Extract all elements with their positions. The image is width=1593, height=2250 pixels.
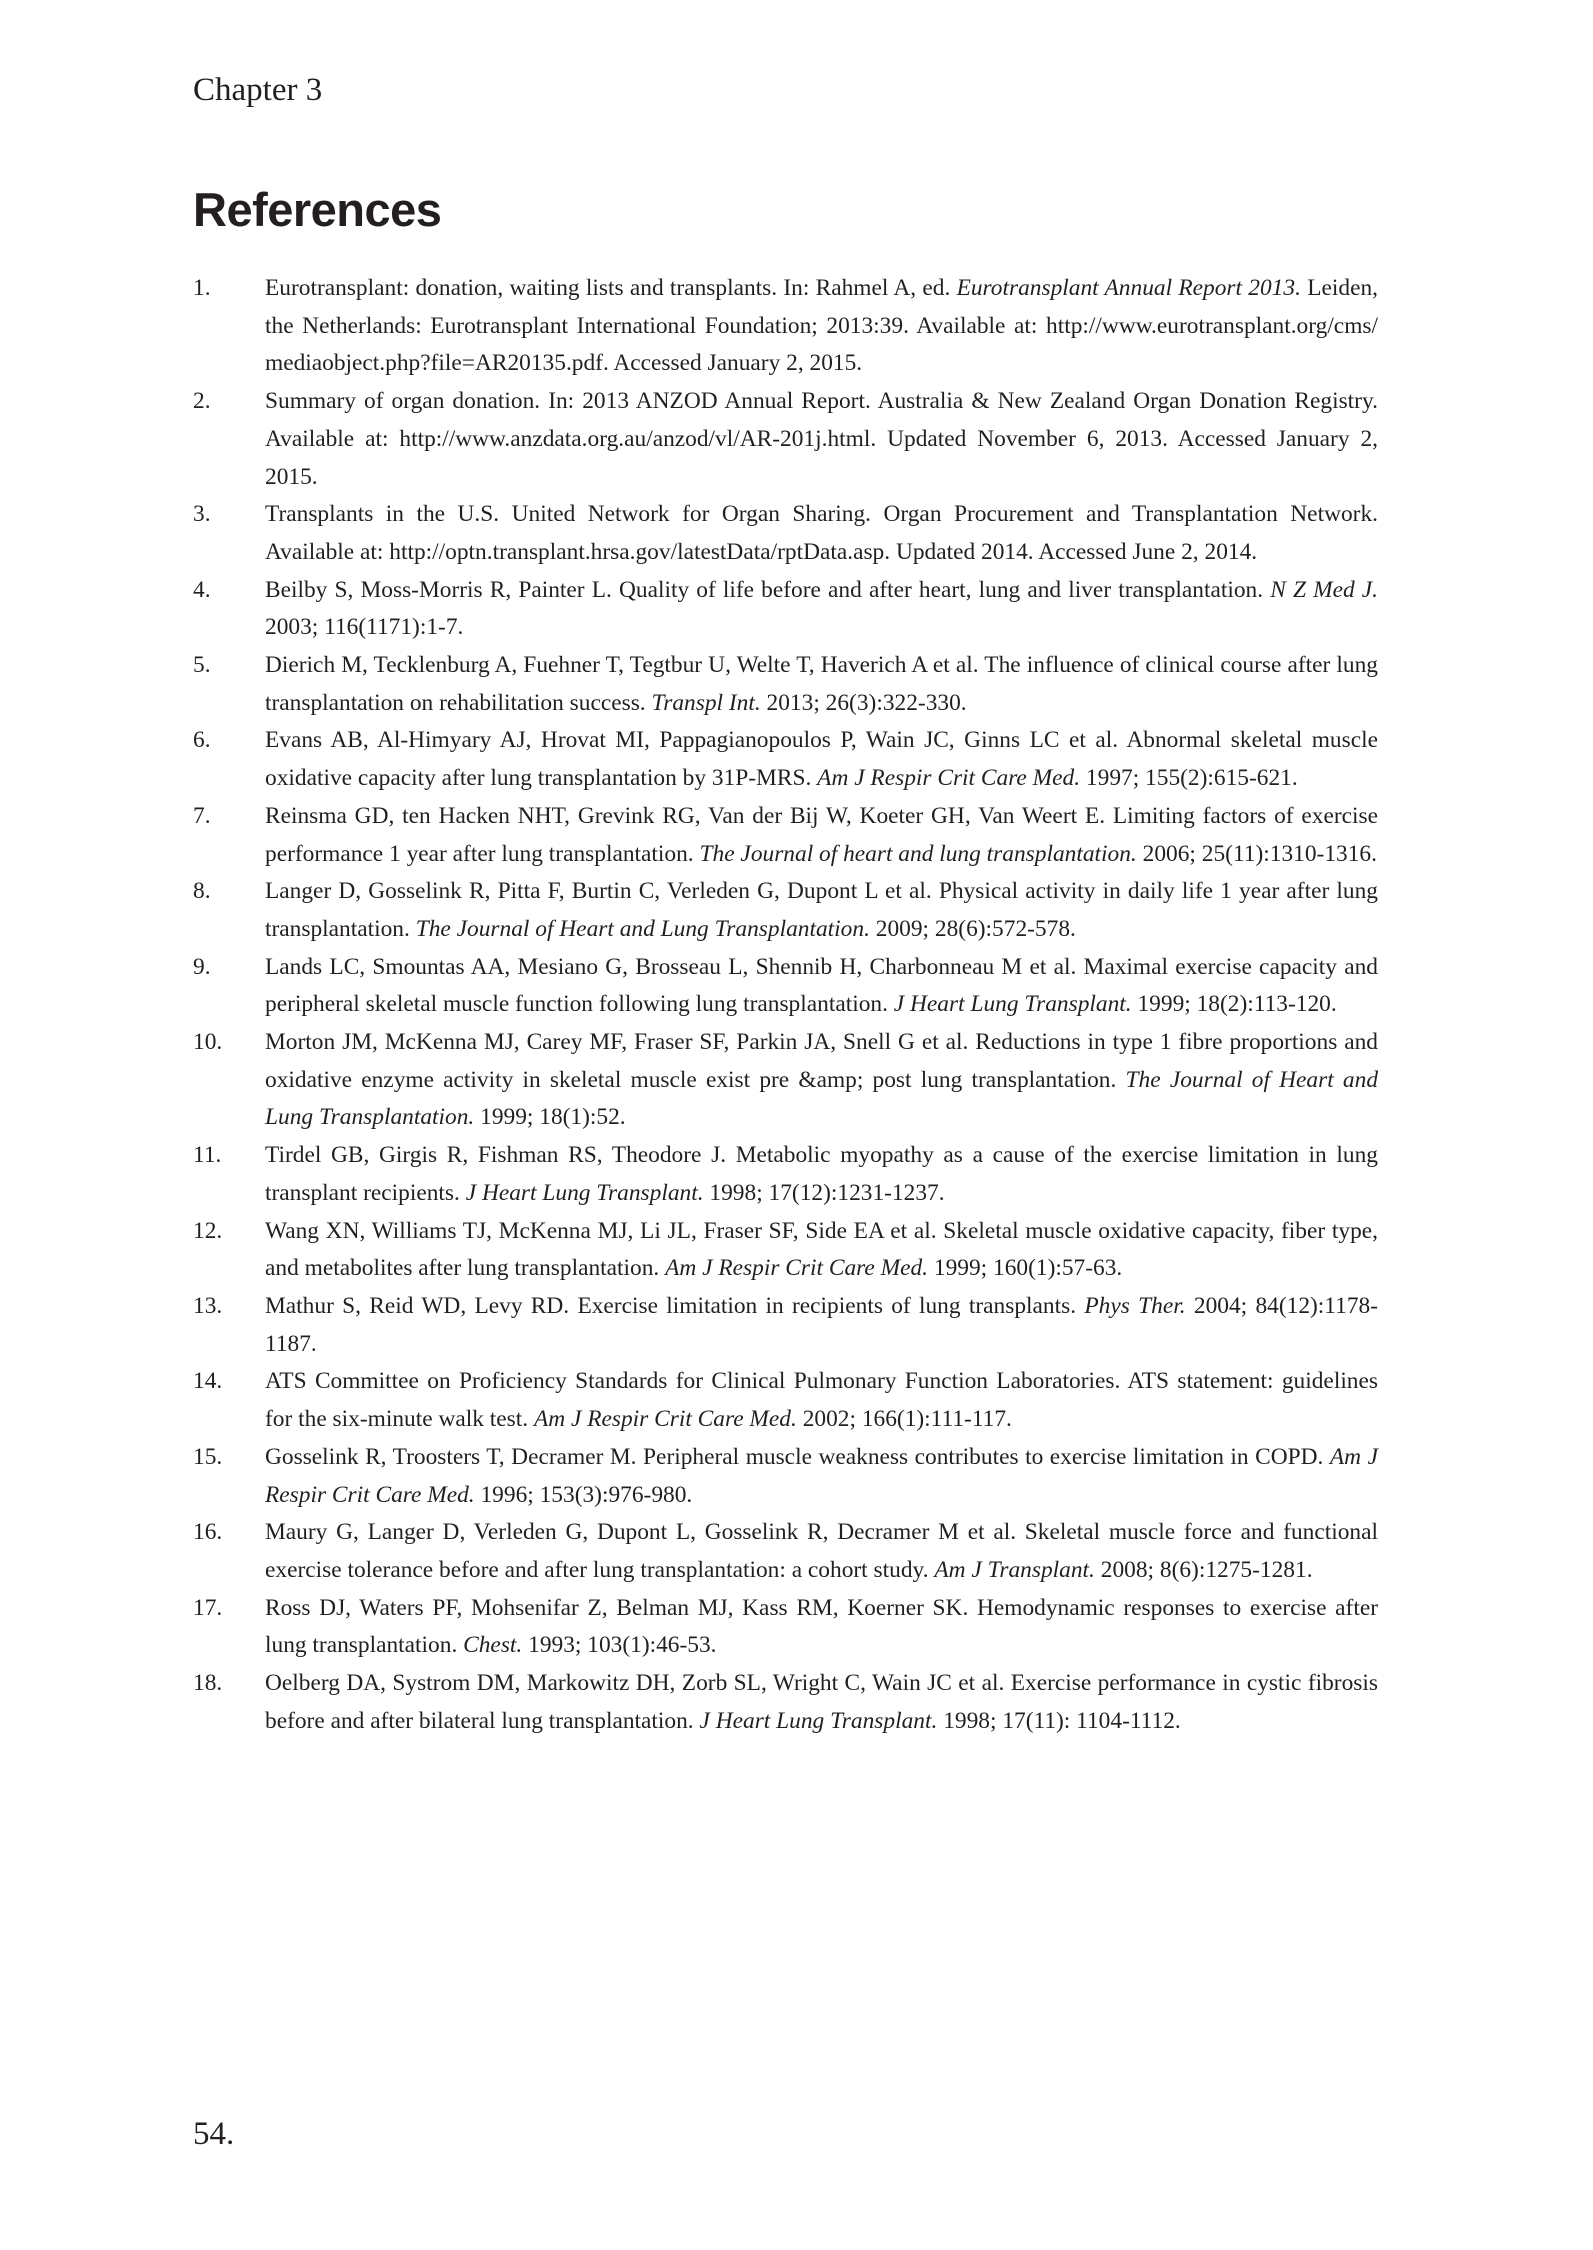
reference-number: 4. — [193, 576, 211, 603]
reference-item — [193, 572, 1378, 647]
reference-number: 18. — [193, 1670, 223, 1697]
reference-text: Tirdel GB, Girgis R, Fishman RS, Theodore J. Metabolic myopathy as a cause of the exercise limitation in lung transplant recipients. J Heart Lung Transplant. 1998; 17(12):1231-1237. — [265, 1142, 1378, 1206]
reference-source: Am J Respir Crit Care Med. — [817, 765, 1081, 792]
reference-item — [193, 1363, 1378, 1438]
reference-number: 11. — [193, 1142, 222, 1169]
reference-item — [193, 383, 1378, 496]
reference-number: 17. — [193, 1594, 223, 1621]
reference-item — [193, 722, 1378, 797]
reference-number: 13. — [193, 1292, 223, 1319]
reference-source: J Heart Lung Transplant. — [465, 1179, 704, 1206]
reference-text: Morton JM, McKenna MJ, Carey MF, Fraser SF, Parkin JA, Snell G et al. Reductions in type 1 fibre proportions and oxidative enzyme activity in skeletal muscle exist pre &amp; post lung transplantation. The Journal of Heart and Lung Transplantation. 1999; 18(1):52. — [265, 1029, 1379, 1131]
reference-item — [193, 873, 1378, 948]
reference-text: Mathur S, Reid WD, Levy RD. Exercise limitation in recipients of lung transplants. Phys Ther. 2004; 84(12):1178-1187. — [265, 1292, 1379, 1357]
reference-source: Am J Transplant. — [934, 1556, 1095, 1583]
reference-number: 6. — [193, 727, 211, 754]
reference-text: Summary of organ donation. In: 2013 ANZOD Annual Report. Australia & New Zealand Organ Donation Registry. Available at: http://www.anzdata.org.au/anzod/vl/AR-201j.html. Updated November 6, 2013. Accessed January 2, 2015. — [265, 388, 1378, 490]
reference-item — [193, 1213, 1378, 1288]
reference-source: J Heart Lung Transplant. — [893, 991, 1132, 1018]
reference-item — [193, 1024, 1378, 1137]
reference-item — [193, 1137, 1378, 1212]
reference-number: 12. — [193, 1217, 223, 1244]
reference-text: Ross DJ, Waters PF, Mohsenifar Z, Belman MJ, Kass RM, Koerner SK. Hemodynamic responses to exercise after lung transplantation. Chest. 1993; 103(1):46-53. — [265, 1594, 1378, 1659]
reference-text: Lands LC, Smountas AA, Mesiano G, Brosseau L, Shennib H, Charbonneau M et al. Maximal exercise capacity and peripheral skeletal muscle function following lung transplantation. J Heart Lung Transplant. 1999; 18(2):113-120. — [265, 953, 1378, 1018]
reference-number: 14. — [193, 1368, 223, 1395]
reference-source: J Heart Lung Transplant. — [699, 1707, 938, 1734]
reference-item — [193, 1439, 1378, 1514]
reference-source: Chest. — [463, 1632, 523, 1659]
reference-text: Transplants in the U.S. United Network for Organ Sharing. Organ Procurement and Transplantation Network. Available at: http://optn.transplant.hrsa.gov/latestData/rptData.asp. Updated 2014. Accessed June 2, 2014. — [265, 501, 1378, 565]
reference-source: Am J Respir Crit Care Med. — [533, 1406, 797, 1433]
reference-item — [193, 949, 1378, 1024]
reference-list — [193, 270, 1378, 1740]
reference-source: Am J Respir Crit Care Med. — [665, 1255, 929, 1282]
reference-number: 2. — [193, 388, 211, 415]
reference-text: Wang XN, Williams TJ, McKenna MJ, Li JL, Fraser SF, Side EA et al. Skeletal muscle oxidative capacity, fiber type, and metabolites after lung transplantation. Am J Respir Crit Care Med. 1999; 160(1):57-63. — [265, 1217, 1378, 1282]
reference-source: The Journal of Heart and Lung Transplantation. — [415, 915, 870, 942]
reference-source: Transpl Int. — [651, 689, 761, 716]
reference-text: Maury G, Langer D, Verleden G, Dupont L, Gosselink R, Decramer M et al. Skeletal muscle force and functional exercise tolerance before and after lung transplantation: a cohort study. Am J Transplant. 2008; 8(6):1275-1281. — [265, 1519, 1378, 1583]
reference-number: 5. — [193, 652, 211, 679]
reference-number: 8. — [193, 878, 211, 905]
reference-source: The Journal of heart and lung transplantation. — [699, 840, 1137, 867]
reference-number: 1. — [193, 275, 211, 301]
reference-text: Reinsma GD, ten Hacken NHT, Grevink RG, Van der Bij W, Koeter GH, Van Weert E. Limiting factors of exercise performance 1 year after lung transplantation. The Journal of heart and lung transplantation. 2006; 25(11):1310-1316. — [265, 802, 1378, 867]
reference-text: Eurotransplant: donation, waiting lists and transplants. In: Rahmel A, ed. Eurotransplant Annual Report 2013. Leiden, the Netherlands: Eurotransplant International Foundation; 2013:39. Available at: http://www.eurotransplant.org/cms/ mediaobject.php?file=AR20135.pdf. Accessed January 2, 2015. — [265, 275, 1378, 377]
reference-number: 3. — [193, 501, 211, 528]
reference-text: Langer D, Gosselink R, Pitta F, Burtin C, Verleden G, Dupont L et al. Physical activity in daily life 1 year after lung transplantation. The Journal of Heart and Lung Transplantation. 2009; 28(6):572-578. — [265, 878, 1378, 942]
reference-item — [193, 1288, 1378, 1363]
reference-text: Dierich M, Tecklenburg A, Fuehner T, Tegtbur U, Welte T, Haverich A et al. The influence of clinical course after lung transplantation on rehabilitation success. Transpl Int. 2013; 26(3):322-330. — [265, 652, 1378, 716]
reference-item — [193, 1514, 1378, 1589]
reference-item — [193, 798, 1378, 873]
reference-source: The Journal of Heart and Lung Transplantation. — [265, 1066, 1379, 1131]
reference-number: 7. — [193, 802, 211, 829]
reference-text: Beilby S, Moss-Morris R, Painter L. Quality of life before and after heart, lung and liver transplantation. N Z Med J. 2003; 116(1171):1-7. — [265, 576, 1378, 641]
reference-number: 9. — [193, 953, 211, 980]
reference-text: Oelberg DA, Systrom DM, Markowitz DH, Zorb SL, Wright C, Wain JC et al. Exercise performance in cystic fibrosis before and after bilateral lung transplantation. J Heart Lung Transplant. 1998; 17(11): 1104-1112. — [265, 1670, 1378, 1734]
reference-source: Eurotransplant Annual Report 2013. — [956, 275, 1301, 301]
reference-text: Gosselink R, Troosters T, Decramer M. Peripheral muscle weakness contributes to exercise limitation in COPD. Am J Respir Crit Care Med. 1996; 153(3):976-980. — [265, 1443, 1378, 1508]
running-head: Chapter 3 — [193, 72, 323, 108]
reference-source: Am J Respir Crit Care Med. — [265, 1443, 1378, 1508]
section-heading: References — [193, 183, 442, 236]
reference-number: 10. — [193, 1029, 223, 1056]
reference-text: Evans AB, Al-Himyary AJ, Hrovat MI, Pappagianopoulos P, Wain JC, Ginns LC et al. Abnormal skeletal muscle oxidative capacity after lung transplantation by 31P-MRS. Am J Respir Crit Care Med. 1997; 155(2):615-621. — [265, 727, 1378, 792]
reference-source: N Z Med J. — [1270, 576, 1378, 603]
reference-number: 16. — [193, 1519, 223, 1546]
reference-number: 15. — [193, 1443, 223, 1470]
page-number: 54. — [193, 2116, 235, 2152]
reference-item — [193, 1665, 1378, 1740]
reference-item — [193, 1590, 1378, 1665]
reference-text: ATS Committee on Proficiency Standards for Clinical Pulmonary Function Laboratories. ATS statement: guidelines for the six-minute walk test. Am J Respir Crit Care Med. 2002; 166(1):111-117. — [265, 1368, 1378, 1433]
reference-item — [193, 496, 1378, 571]
reference-item — [193, 270, 1378, 383]
reference-source: Phys Ther. — [1084, 1292, 1186, 1319]
reference-item — [193, 647, 1378, 722]
